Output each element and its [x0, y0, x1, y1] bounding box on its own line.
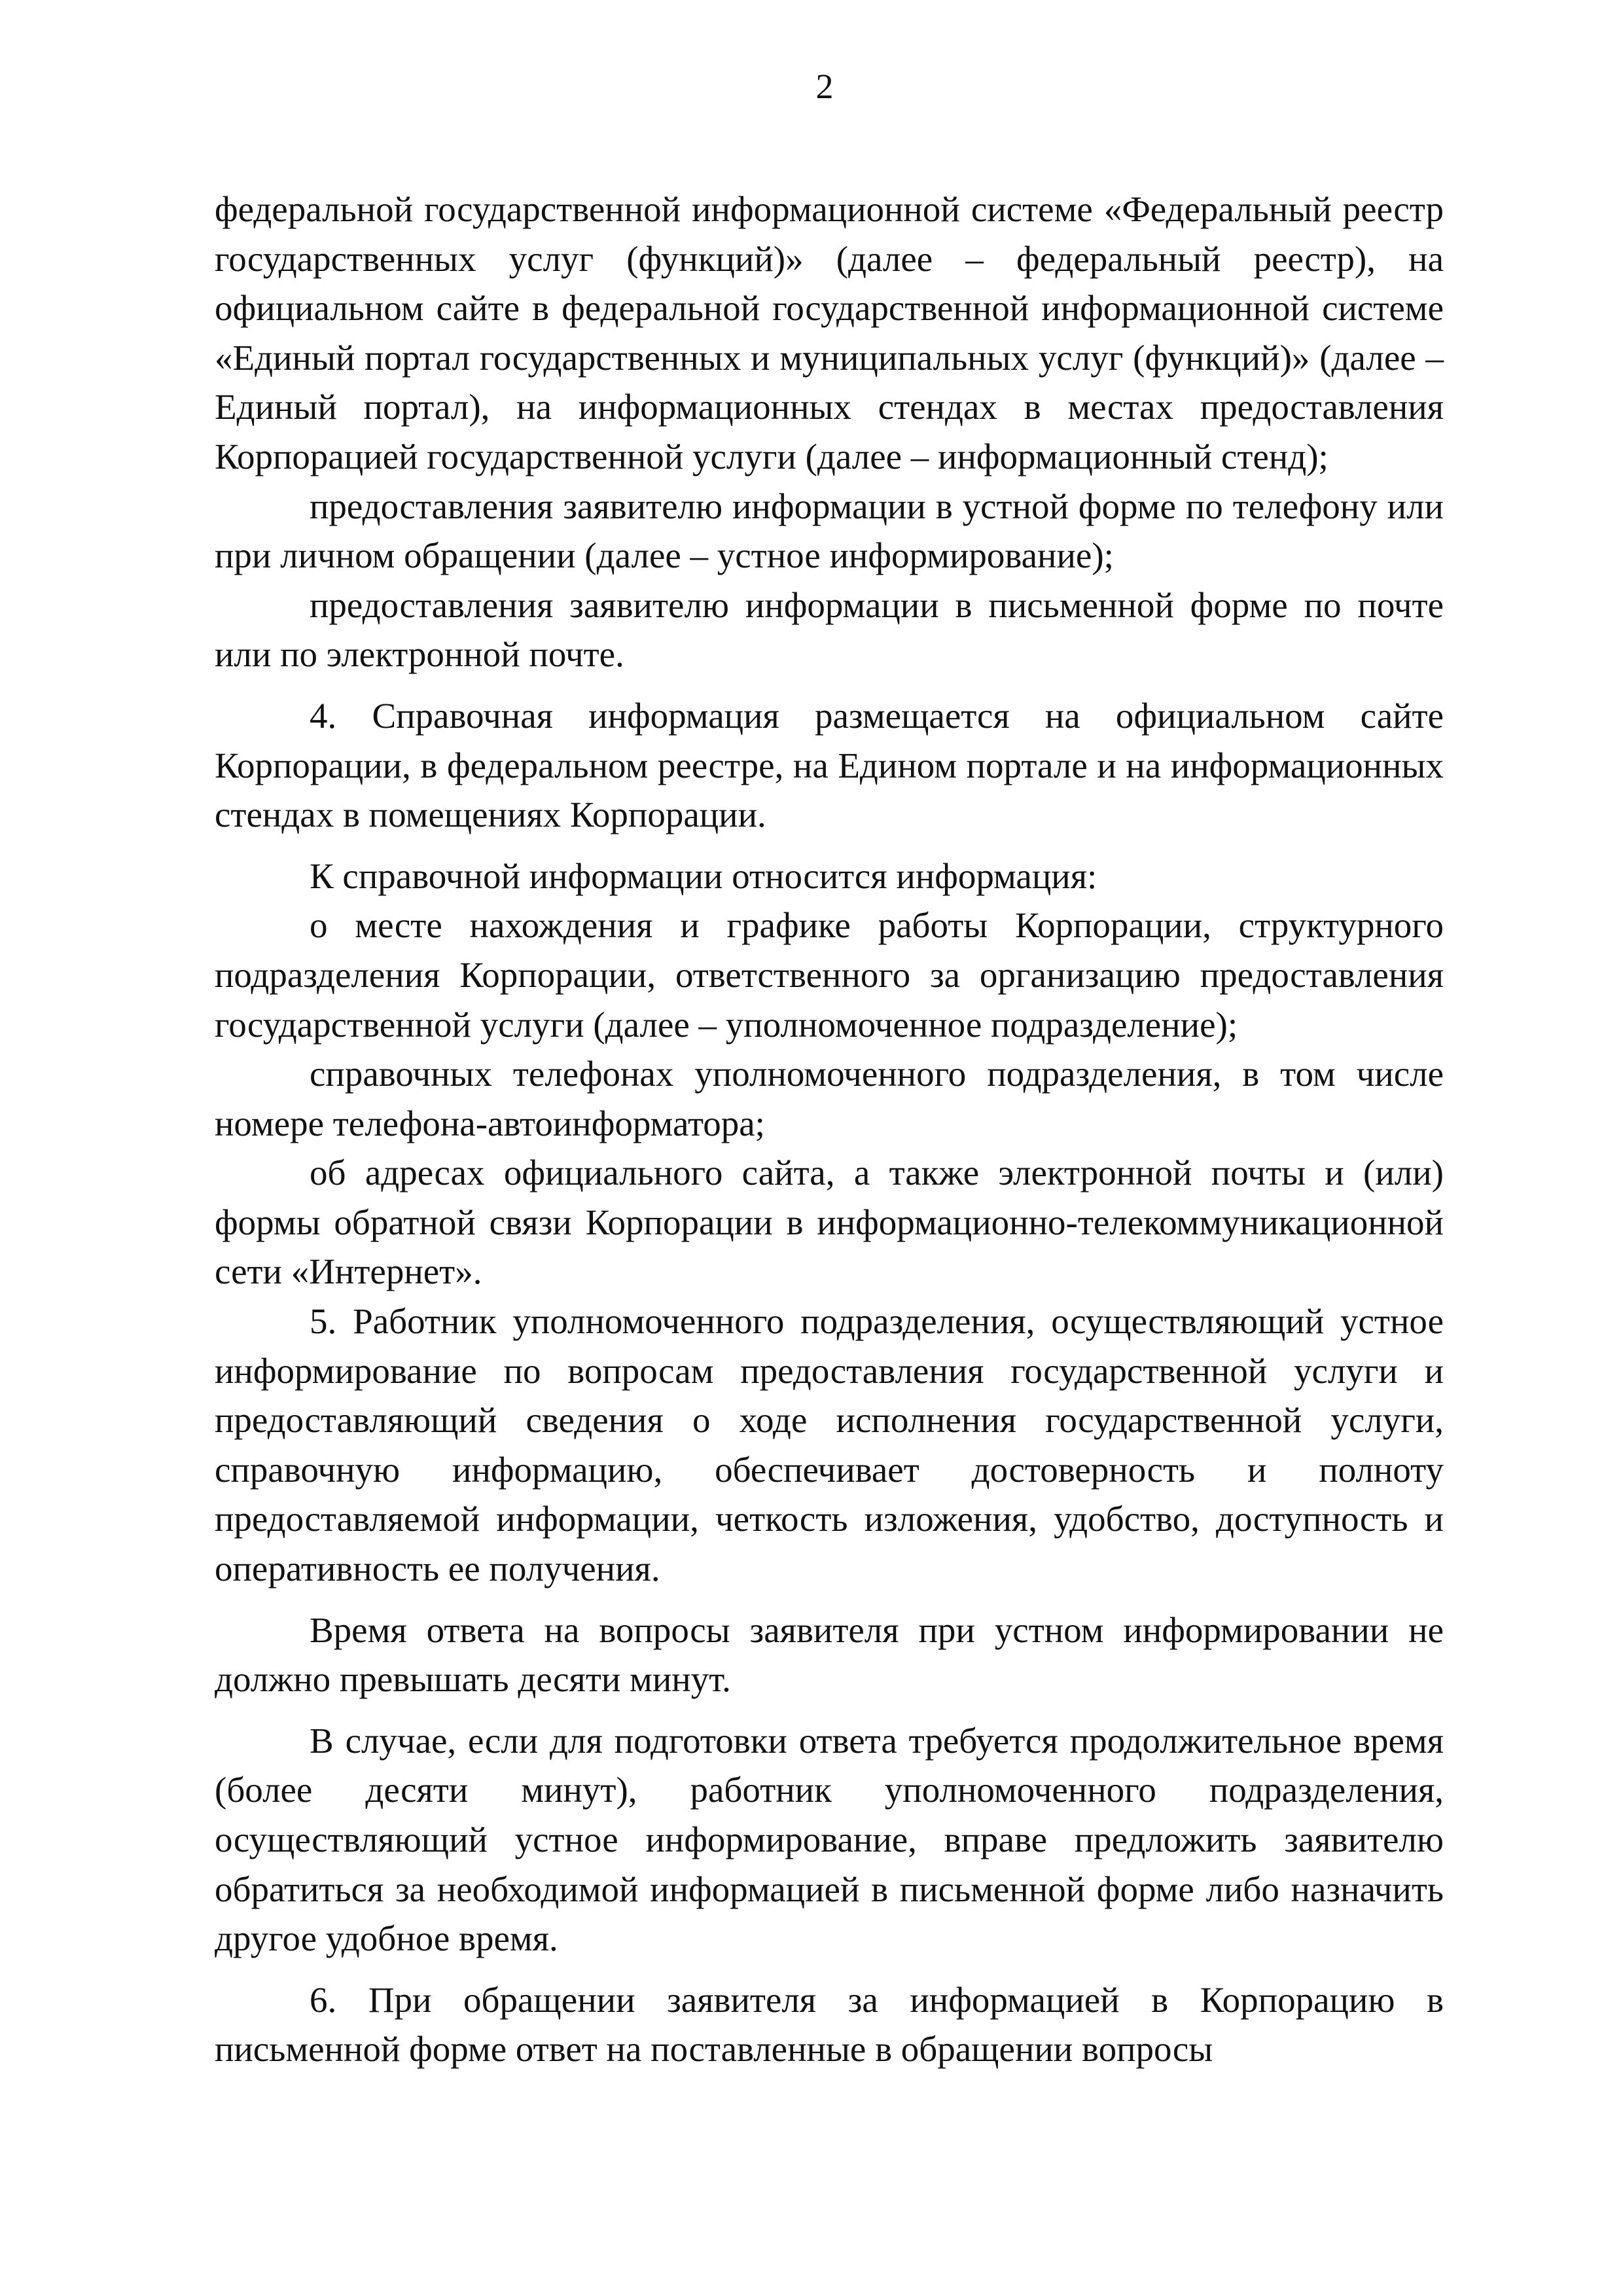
paragraph-1: федеральной государственной информационной системе «Федеральный реестр государственных услуг (функций)» (далее – федеральный реестр), на официальном сайте в федеральной государственной информационной системе «Единый портал государственных и муниципальных услуг (функций)» (далее – Единый портал), на информационных стендах в местах предоставления Корпорацией государственной услуги (далее – информационный стенд); — [215, 189, 1444, 476]
paragraph-3: предоставления заявителю информации в письменной форме по почте или по электронной почте. — [215, 584, 1444, 675]
paragraph-10: Время ответа на вопросы заявителя при устном информировании не должно превышать десяти минут. — [215, 1609, 1444, 1700]
paragraph-8: об адресах официального сайта, а также электронной почты и (или) формы обратной связи Корпорации в информационно-телекоммуникационной сети «Интернет». — [215, 1153, 1444, 1292]
paragraph-5: К справочной информации относится информация: — [310, 855, 1097, 896]
paragraph-11: В случае, если для подготовки ответа требуется продолжительное время (более десяти минут), работник уполномоченного подразделения, осуществляющий устное информирование, вправе предложить заявителю обратиться за необходимой информацией в письменной форме либо назначить другое удобное время. — [215, 1720, 1444, 1959]
paragraph-12: 6. При обращении заявителя за информацией в Корпорацию в письменной форме ответ на поставленные в обращении вопросы — [215, 1979, 1444, 2070]
document-body — [215, 185, 1444, 2074]
paragraph-6: о месте нахождения и графике работы Корпорации, структурного подразделения Корпорации, ответственного за организацию предоставления государственной услуги (далее – уполномоченное подразделение); — [215, 905, 1444, 1045]
paragraph-9: 5. Работник уполномоченного подразделения, осуществляющий устное информирование по вопросам предоставления государственной услуги и предоставляющий сведения о ходе исполнения государственной услуги, справочную информацию, обеспечивает достоверность и полноту предоставляемой информации, четкость изложения, удобство, доступность и оперативность ее получения. — [215, 1301, 1444, 1589]
paragraph-2: предоставления заявителю информации в устной форме по телефону или при личном обращении (далее – устное информирование); — [215, 486, 1444, 576]
paragraph-7: справочных телефонах уполномоченного подразделения, в том числе номере телефона-автоинформатора; — [215, 1054, 1444, 1143]
paragraph-4: 4. Справочная информация размещается на официальном сайте Корпорации, в федеральном реестре, на Едином портале и на информационных стендах в помещениях Корпорации. — [215, 695, 1444, 835]
page-number: 2 — [815, 67, 834, 106]
